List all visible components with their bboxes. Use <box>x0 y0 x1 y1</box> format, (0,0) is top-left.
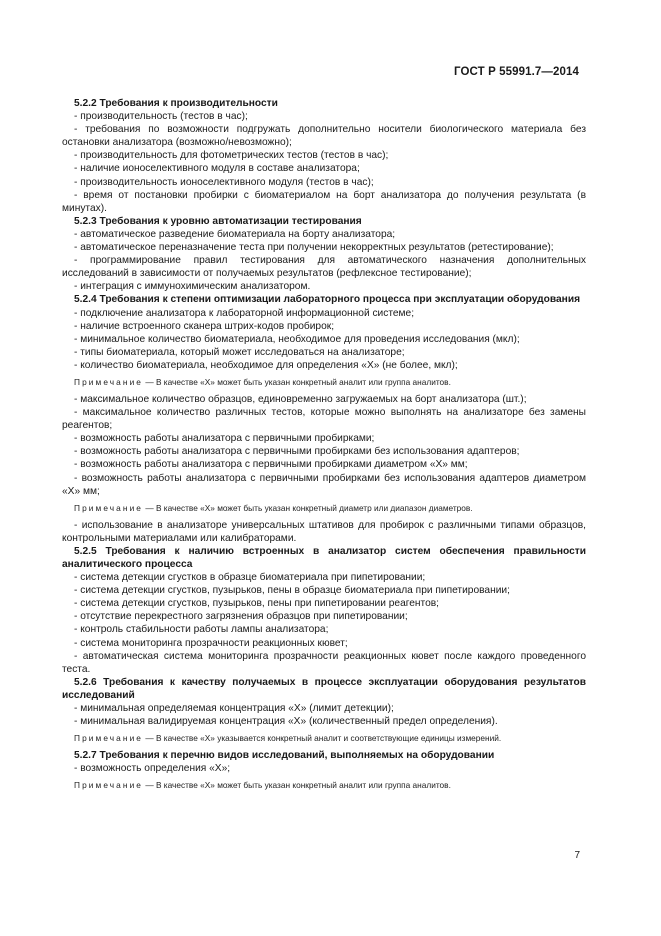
document-id: ГОСТ Р 55991.7—2014 <box>454 66 579 78</box>
note <box>62 377 586 388</box>
line-text: - количество биоматериала, необходимое для определения «Х» (не более, мкл); <box>74 359 458 371</box>
list-item <box>62 715 586 728</box>
line-text: - отсутствие перекрестного загрязнения образцов при пипетировании; <box>74 611 408 623</box>
list-item <box>62 650 586 676</box>
line-text: - автоматическая система мониторинга прозрачности реакционных кювет после каждого проведенного теста. <box>62 650 586 675</box>
line-text: - максимальное количество образцов, единовременно загружаемых на борт анализатора (шт.); <box>74 393 527 405</box>
line-text: - минимальное количество биоматериала, необходимое для проведения исследования (мкл); <box>74 333 520 345</box>
list-item <box>62 623 586 636</box>
line-text: — В качестве «Х» может быть указан конкретный аналит или группа аналитов. <box>143 376 451 387</box>
section-heading <box>62 215 586 228</box>
list-item <box>62 406 586 432</box>
list-item <box>62 762 586 775</box>
list-item <box>62 458 586 471</box>
note-label: Примечание <box>74 502 144 513</box>
list-item <box>62 241 586 254</box>
line-text: 5.2.4 Требования к степени оптимизации лабораторного процесса при эксплуатации оборудования <box>74 294 581 306</box>
line-text: - минимальная определяемая концентрация «Х» (лимит детекции); <box>74 703 394 715</box>
list-item <box>62 280 586 293</box>
list-item <box>62 432 586 445</box>
list-item <box>62 393 586 406</box>
note <box>62 733 586 744</box>
line-text: — В качестве «Х» указывается конкретный аналит и соответствующие единицы измерений. <box>143 733 502 744</box>
note-label: Примечание <box>74 376 144 387</box>
list-item <box>62 637 586 650</box>
line-text: - автоматическое переназначение теста при получении некорректных результатов (ретестирование); <box>74 242 554 254</box>
line-text: 5.2.2 Требования к производительности <box>74 98 278 109</box>
note-label: Примечание <box>74 733 144 744</box>
line-text: - использование в анализаторе универсальных штативов для пробирок с различными типами образцов, контрольными материалами или калибраторами. <box>62 519 586 544</box>
list-item <box>62 254 586 280</box>
line-text: 5.2.5 Требования к наличию встроенных в анализатор систем обеспечения правильности аналитического процесса <box>62 545 586 570</box>
line-text: 5.2.7 Требования к перечню видов исследований, выполняемых на оборудовании <box>74 750 495 762</box>
list-item <box>62 571 586 584</box>
line-text: - подключение анализатора к лабораторной информационной системе; <box>74 307 415 319</box>
line-text: - производительность (тестов в час); <box>74 111 248 123</box>
note <box>62 503 586 514</box>
line-text: - производительность ионоселективного модуля (тестов в час); <box>74 176 374 188</box>
line-text: - автоматическое разведение биоматериала на борту анализатора; <box>74 228 396 240</box>
list-item <box>62 189 586 215</box>
line-text: - система детекции сгустков в образце биоматериала при пипетировании; <box>74 572 426 584</box>
line-text: — В качестве «Х» может быть указан конкретный диаметр или диапазон диаметров. <box>143 502 473 513</box>
list-item <box>62 584 586 597</box>
list-item <box>62 702 586 715</box>
document-body <box>62 97 586 796</box>
list-item <box>62 445 586 458</box>
line-text: - система детекции сгустков, пузырьков, пены в образце биоматериала при пипетировании; <box>74 585 510 597</box>
list-item <box>62 320 586 333</box>
list-item <box>62 346 586 359</box>
page-number: 7 <box>574 850 580 861</box>
line-text: - время от постановки пробирки с биоматериалом на борт анализатора до получения результата (в минутах). <box>62 189 586 214</box>
line-text: - возможность определения «Х»; <box>74 763 231 775</box>
line-text: 5.2.3 Требования к уровню автоматизации тестирования <box>74 215 362 227</box>
list-item <box>62 359 586 372</box>
line-text: - возможность работы анализатора с первичными пробирками; <box>74 433 375 445</box>
list-item <box>62 123 586 149</box>
line-text: 5.2.6 Требования к качеству получаемых в процессе эксплуатации оборудования результатов исследований <box>62 676 586 701</box>
list-item <box>62 176 586 189</box>
line-text: - требования по возможности подгружать дополнительно носители биологического материала без остановки анализатора (возможно/невозможно); <box>62 124 586 149</box>
line-text: - программирование правил тестирования для автоматического назначения дополнительных исследований в зависимости от получаемых результатов (рефлексное тестирование); <box>62 255 586 280</box>
list-item <box>62 333 586 346</box>
section-heading <box>62 97 586 110</box>
list-item <box>62 162 586 175</box>
line-text: - наличие ионоселективного модуля в составе анализатора; <box>74 163 360 175</box>
list-item <box>62 110 586 123</box>
line-text: - возможность работы анализатора с первичными пробирками диаметром «Х» мм; <box>74 459 468 471</box>
list-item <box>62 610 586 623</box>
section-heading <box>62 293 586 306</box>
line-text: - возможность работы анализатора с первичными пробирками без использования адаптеров диаметром «Х» мм; <box>62 472 586 497</box>
line-text: - производительность для фотометрических тестов (тестов в час); <box>74 150 389 162</box>
section-heading <box>62 545 586 571</box>
line-text: - наличие встроенного сканера штрих-кодов пробирок; <box>74 320 335 332</box>
line-text: - интеграция с иммунохимическим анализатором. <box>74 281 311 293</box>
section-heading <box>62 749 586 762</box>
line-text: - максимальное количество различных тестов, которые можно выполнять на анализаторе без замены реагентов; <box>62 407 586 432</box>
line-text: - контроль стабильности работы лампы анализатора; <box>74 624 329 636</box>
list-item <box>62 228 586 241</box>
line-text: — В качестве «Х» может быть указан конкретный аналит или группа аналитов. <box>143 780 451 791</box>
list-item <box>62 519 586 545</box>
line-text: - минимальная валидируемая концентрация «Х» (количественный предел определения). <box>74 716 498 728</box>
line-text: - система мониторинга прозрачности реакционных кювет; <box>74 637 348 649</box>
section-heading <box>62 676 586 702</box>
note <box>62 780 586 791</box>
line-text: - возможность работы анализатора с первичными пробирками без использования адаптеров; <box>74 446 520 458</box>
list-item <box>62 307 586 320</box>
note-label: Примечание <box>74 780 144 791</box>
line-text: - типы биоматериала, который может исследоваться на анализаторе; <box>74 346 405 358</box>
list-item <box>62 149 586 162</box>
list-item <box>62 597 586 610</box>
line-text: - система детекции сгустков, пузырьков, пены при пипетировании реагентов; <box>74 598 440 610</box>
list-item <box>62 472 586 498</box>
